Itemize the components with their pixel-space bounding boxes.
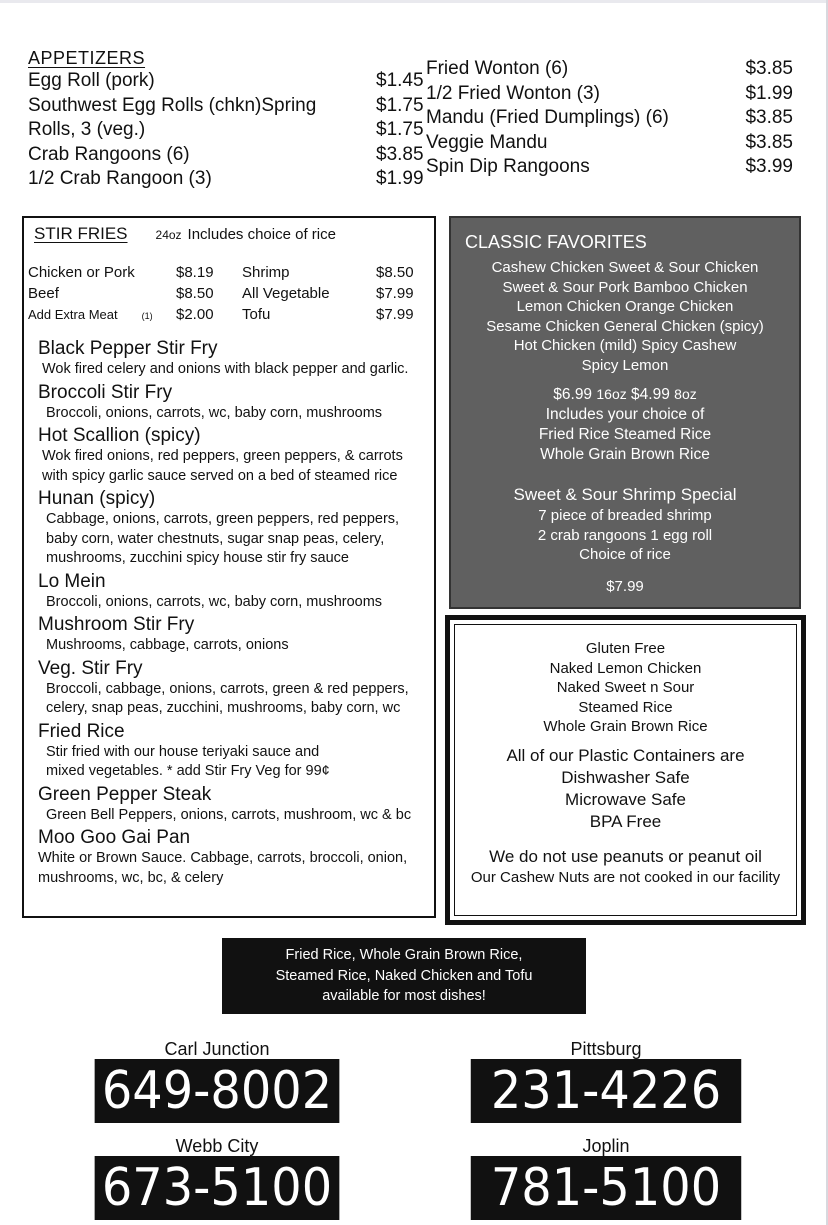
banner-line: Steamed Rice, Naked Chicken and Tofu [275,967,533,984]
dish-name: Mushroom Stir Fry [38,614,195,635]
dish-item [38,614,434,656]
item-price: $3.85 [745,58,793,79]
extra-meat-cell [28,304,176,325]
containers-line: All of our Plastic Containers are [506,746,745,765]
item-name: Egg Roll (pork) [28,70,155,91]
dish-description: Cabbage, onions, carrots, green peppers, red peppers, baby corn, water chestnuts, sugar snap peas, celery, mushrooms, zucchini spicy house stir fry sauce [46,511,400,566]
favorites-line: Lemon Chicken Orange Chicken [516,298,734,315]
dish-description: Stir fried with our house teriyaki sauce and mixed vegetables. * add Stir Fry Veg for 99¢ [46,743,330,779]
dish-item [38,425,434,486]
item-price: $1.75 [376,94,424,116]
gluten-free-list [455,639,796,737]
top-rule [0,0,828,3]
dish-item [38,784,434,826]
item-price: $1.99 [376,168,424,189]
location-name: Joplin [582,1136,630,1156]
menu-item [426,106,793,131]
dish-description: Wok fired onions, red peppers, green peppers, & carrots with spicy garlic sauce served on a bed of steamed rice [42,448,403,484]
protein-price: $7.99 [376,285,414,302]
gluten-free-line: Naked Sweet n Sour [556,679,695,696]
special-line: Choice of rice [579,546,671,563]
dish-description: Green Bell Peppers, onions, carrots, mushroom, wc & bc [46,806,412,823]
dish-name: Moo Goo Gai Pan [38,827,191,848]
price-large: $6.99 [553,386,593,403]
item-price: $3.85 [745,131,793,153]
containers-line: BPA Free [589,812,662,831]
stir-fries-title: STIR FRIES [34,224,128,243]
appetizers-left-column [28,69,426,192]
protein-price: $2.00 [176,306,214,323]
item-name: Mandu (Fried Dumplings) (6) [426,107,669,128]
special-line: 2 crab rangoons 1 egg roll [537,526,713,544]
appetizers-title: APPETIZERS [28,48,146,68]
protein-label: Tofu [242,306,271,323]
dish-item [38,721,434,782]
item-price: $3.85 [745,107,793,128]
price-row [28,262,428,283]
dish-description: White or Brown Sauce. Cabbage, carrots, broccoli, onion, mushrooms, wc, bc, & celery [38,850,408,886]
dish-item [38,488,434,569]
dish-item [38,382,434,424]
dish-description: Broccoli, onions, carrots, wc, baby corn, mushrooms [46,404,383,421]
menu-item [426,82,793,107]
menu-item [28,69,426,94]
size-prices [451,384,799,405]
extra-meat-note: (1) [141,311,153,321]
gluten-free-inner-frame [454,624,797,916]
peanut-note: We do not use peanuts or peanut oil [489,847,762,866]
banner-line: available for most dishes! [322,988,486,1004]
location-carl-junction [84,1039,350,1123]
location-phone[interactable]: 649-8002 [95,1059,340,1123]
menu-item [28,118,426,143]
item-price: $3.99 [745,156,793,177]
size-large: 16oz [596,386,627,402]
classic-favorites-section [449,216,801,609]
gluten-free-line: Whole Grain Brown Rice [543,718,708,735]
item-price: $3.85 [376,143,424,165]
price-row [28,283,428,304]
location-phone[interactable]: 231-4226 [471,1059,741,1123]
protein-price: $7.99 [376,306,414,323]
location-phone[interactable]: 781-5100 [471,1156,741,1220]
dish-description: Broccoli, cabbage, onions, carrots, green & red peppers, celery, snap peas, zucchini, mushrooms, baby corn, wc [46,680,409,716]
gluten-free-section [445,615,806,925]
menu-item [426,155,793,180]
protein-label: Beef [28,285,59,302]
dish-item [38,827,434,888]
price-row [28,304,428,325]
price-small: $4.99 [631,386,670,403]
protein-price: $8.50 [376,264,414,281]
item-name: 1/2 Crab Rangoon (3) [28,168,212,189]
dish-name: Lo Mein [38,570,106,592]
stir-fries-header [34,224,336,244]
protein-label: Shrimp [242,264,290,281]
protein-label: Chicken or Pork [28,264,135,281]
location-phone[interactable]: 673-5100 [95,1156,340,1220]
gluten-free-line: Gluten Free [585,640,666,657]
favorites-line: Spicy Lemon [581,356,669,374]
dish-description: Mushrooms, cabbage, carrots, onions [46,637,289,653]
item-name: Rolls, 3 (veg.) [28,119,146,140]
menu-item [28,143,426,168]
item-name: Spin Dip Rangoons [426,156,590,177]
containers-line: Dishwasher Safe [561,768,690,787]
item-name: Veggie Mandu [426,131,548,153]
stir-fries-size: 24oz [155,228,182,242]
stir-fry-dish-list [38,338,434,890]
dish-name: Hot Scallion (spicy) [38,425,201,446]
rice-options-banner [222,938,586,1014]
favorites-line: Sweet & Sour Pork Bamboo Chicken [502,278,748,296]
size-small: 8oz [674,386,697,402]
rice-line: Includes your choice of [545,406,705,423]
item-name: 1/2 Fried Wonton (3) [426,82,600,104]
item-price: $1.99 [745,82,793,104]
classic-favorites-title: CLASSIC FAVORITES [465,232,647,252]
containers-info [455,745,796,833]
menu-item [426,57,793,82]
favorites-line: Hot Chicken (mild) Spicy Cashew [513,337,737,354]
rice-line: Fried Rice Steamed Rice [538,426,712,443]
dish-item [38,571,434,613]
menu-item [28,94,426,119]
dish-item [38,658,434,719]
location-pittsburg [459,1039,753,1123]
dish-name: Hunan (spicy) [38,488,156,509]
menu-item [28,167,426,192]
favorites-line: Cashew Chicken Sweet & Sour Chicken [491,259,759,276]
dish-name: Black Pepper Stir Fry [38,338,218,359]
dish-description: Broccoli, onions, carrots, wc, baby corn, mushrooms [46,593,383,610]
gluten-free-line: Naked Lemon Chicken [549,659,702,677]
special-title: Sweet & Sour Shrimp Special [513,485,737,504]
favorites-line: Sesame Chicken General Chicken (spicy) [486,317,764,335]
item-price: $1.45 [376,70,424,91]
dish-name: Green Pepper Steak [38,783,212,805]
dish-name: Veg. Stir Fry [38,657,143,679]
menu-item [426,131,793,156]
shrimp-special [451,484,799,596]
rice-line: Whole Grain Brown Rice [540,446,710,463]
dish-name: Fried Rice [38,720,125,742]
protein-label: Add Extra Meat [28,307,118,322]
location-name: Pittsburg [570,1039,642,1059]
containers-line: Microwave Safe [565,790,686,809]
gluten-free-line: Steamed Rice [578,698,673,716]
item-name: Crab Rangoons (6) [28,143,190,165]
protein-label: All Vegetable [242,285,330,302]
location-joplin [459,1136,753,1220]
dish-name: Broccoli Stir Fry [38,381,173,403]
banner-line: Fried Rice, Whole Grain Brown Rice, [285,947,523,963]
item-price: $1.75 [376,119,424,140]
special-line: 7 piece of breaded shrimp [538,507,712,524]
protein-price: $8.19 [176,264,214,281]
special-price: $7.99 [606,577,644,595]
dish-item [38,338,434,380]
protein-price: $8.50 [176,285,214,302]
location-webb-city [84,1136,350,1220]
stir-fries-section [22,216,436,918]
classic-favorites-pricing [451,384,799,465]
item-name: Southwest Egg Rolls (chkn)Spring [28,94,317,116]
appetizers-right-column [426,57,793,192]
item-name: Fried Wonton (6) [426,58,569,79]
location-name: Webb City [175,1136,259,1156]
cashew-note: Our Cashew Nuts are not cooked in our facility [470,869,781,886]
location-name: Carl Junction [164,1039,270,1059]
dish-description: Wok fired celery and onions with black pepper and garlic. [42,361,409,377]
appetizers-section [28,48,793,192]
stir-fries-rice-note: Includes choice of rice [187,226,336,243]
stir-fries-price-table [28,262,428,325]
classic-favorites-list [451,258,799,375]
